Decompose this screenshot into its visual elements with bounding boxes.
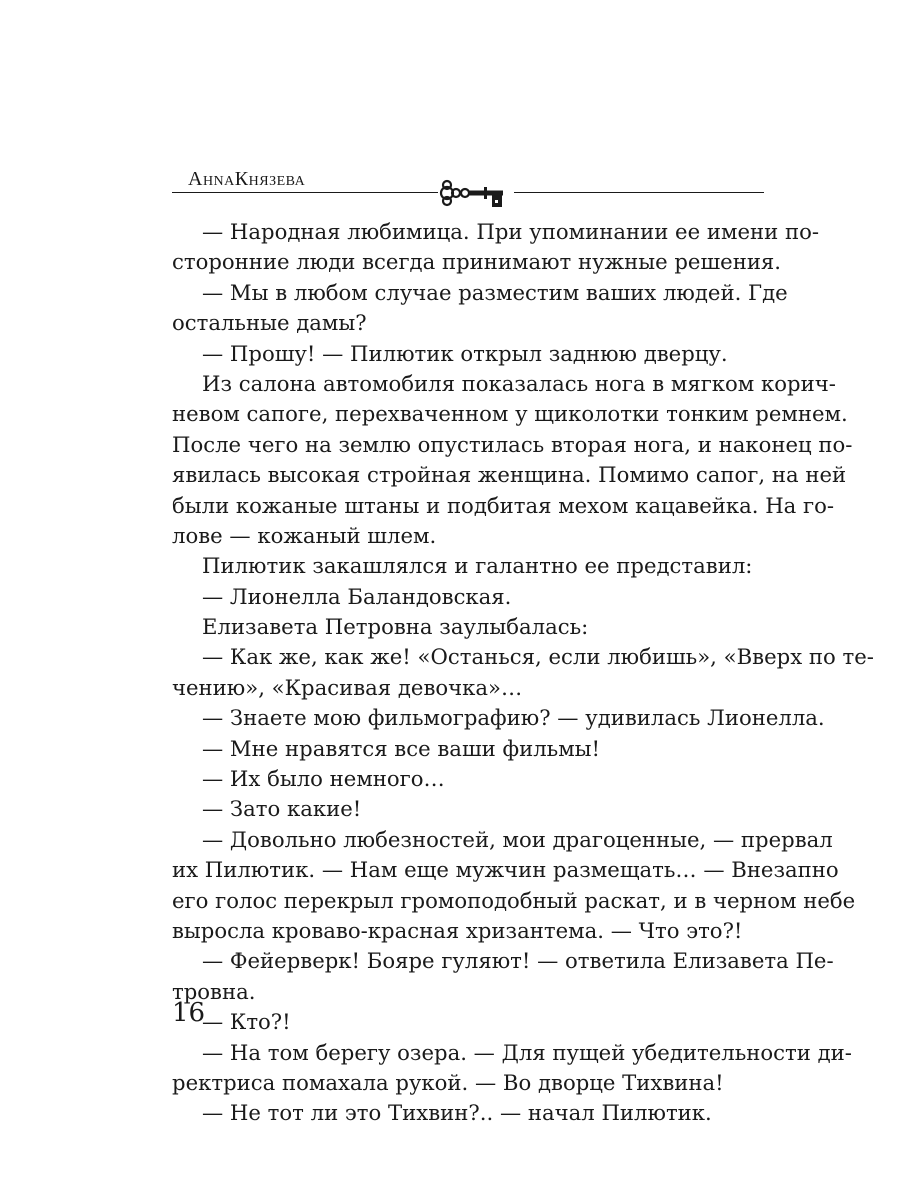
text-line: — Их было немного…	[202, 766, 445, 792]
text-line: — Мне нравятся все ваши фильмы!	[202, 735, 601, 761]
text-line: сторонние люди всегда принимают нужные решения.	[172, 249, 782, 275]
text-line: После чего на землю опустилась вторая нога, и наконец по-	[172, 431, 853, 457]
text-line: — Не тот ли это Тихвин?.. — начал Пилютик.	[202, 1100, 712, 1126]
text-line: Пилютик закашлялся и галантно ее представил:	[202, 553, 753, 579]
text-line: невом сапоге, перехваченном у щиколотки тонким ремнем.	[172, 401, 848, 427]
text-line: — Как же, как же! «Останься, если любишь», «Вверх по те-	[202, 644, 874, 670]
text-line: чению», «Красивая девочка»…	[172, 674, 523, 700]
text-line: — Кто?!	[202, 1009, 291, 1035]
text-line: Из салона автомобиля показалась нога в мягком корич-	[202, 370, 836, 396]
text-line: — Зато какие!	[202, 796, 362, 822]
text-line: лове — кожаный шлем.	[172, 522, 437, 548]
text-line: — Лионелла Баландовская.	[202, 583, 512, 609]
text-line: остальные дамы?	[172, 310, 367, 336]
author-name: АнnаКнязева	[188, 168, 306, 190]
text-line: Елизавета Петровна заулыбалась:	[202, 614, 589, 640]
text-line: — На том берегу озера. — Для пущей убедительности ди-	[202, 1039, 852, 1065]
text-line: — Фейерверк! Бояре гуляют! — ответила Елизавета Пе-	[202, 948, 834, 974]
body-text	[172, 217, 874, 1129]
text-line: тровна.	[172, 978, 256, 1004]
text-line: — Знаете мою фильмографию? — удивилась Лионелла.	[202, 705, 825, 731]
page-number: 16	[172, 998, 206, 1028]
text-line: — Прошу! — Пилютик открыл заднюю дверцу.	[202, 340, 728, 366]
text-line: их Пилютик. — Нам еще мужчин размещать… — Внезапно	[172, 857, 839, 883]
text-line: — Народная любимица. При упоминании ее имени по-	[202, 219, 820, 244]
text-line: — Мы в любом случае разместим ваших людей. Где	[202, 279, 788, 305]
text-line: — Довольно любезностей, мои драгоценные, — прервал	[202, 826, 833, 852]
text-line: ректриса помахала рукой. — Во дворце Тихвина!	[172, 1069, 724, 1095]
text-line: его голос перекрыл громоподобный раскат, и в черном небе	[172, 887, 856, 913]
text-line: были кожаные штаны и подбитая мехом кацавейка. На го-	[172, 492, 835, 518]
running-header	[172, 160, 764, 210]
key-icon	[438, 176, 514, 210]
text-line: явилась высокая стройная женщина. Помимо сапог, на ней	[172, 462, 847, 488]
text-line: выросла кроваво-красная хризантема. — Что это?!	[172, 917, 743, 943]
